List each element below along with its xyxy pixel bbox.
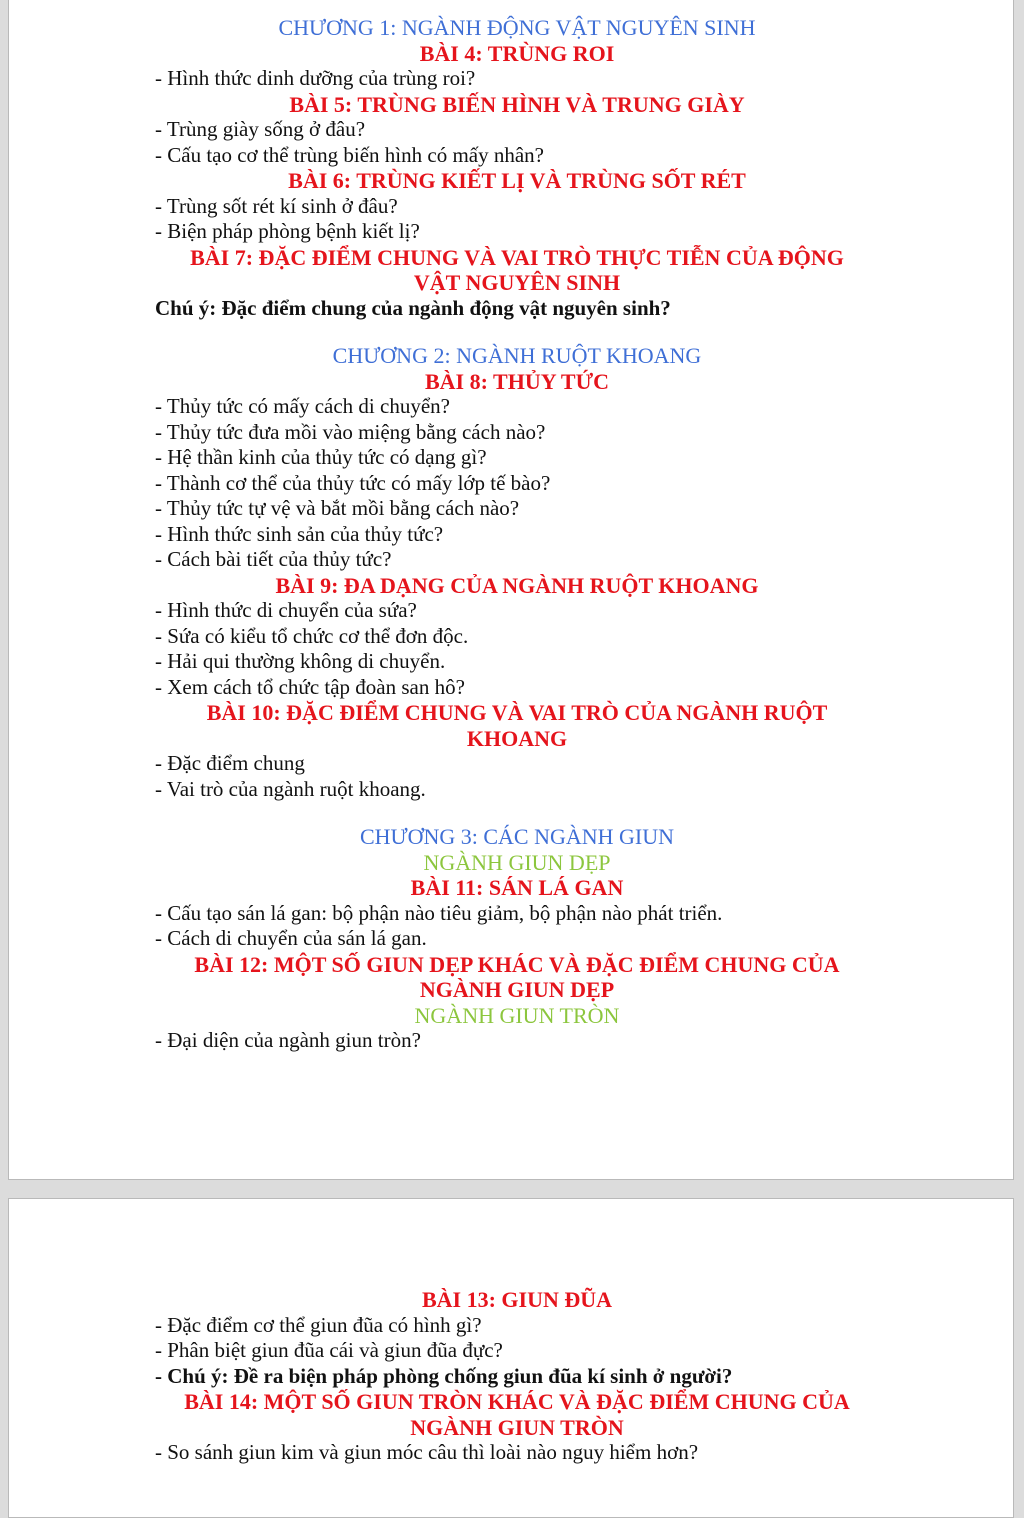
question-line: - Hình thức di chuyển của sứa? (155, 598, 417, 622)
lesson-10-heading: BÀI 10: ĐẶC ĐIỂM CHUNG VÀ VAI TRÒ CỦA NGÀNH RUỘT KHOANG (206, 700, 828, 751)
phylum-roundworm-heading: NGÀNH GIUN TRÒN (414, 1002, 620, 1028)
chapter-1-heading: CHƯƠNG 1: NGÀNH ĐỘNG VẬT NGUYÊN SINH (278, 15, 756, 40)
lesson-14-heading: BÀI 14: MỘT SỐ GIUN TRÒN KHÁC VÀ ĐẶC ĐIỂM CHUNG CỦA NGÀNH GIUN TRÒN (184, 1389, 850, 1440)
lesson-12-heading: BÀI 12: MỘT SỐ GIUN DẸP KHÁC VÀ ĐẶC ĐIỂM CHUNG CỦA NGÀNH GIUN DẸP (194, 951, 840, 1002)
question-line: - Đặc điểm chung (155, 751, 305, 775)
question-line: - Cấu tạo sán lá gan: bộ phận nào tiêu giảm, bộ phận nào phát triển. (155, 900, 723, 925)
chapter-3-heading: CHƯƠNG 3: CÁC NGÀNH GIUN (359, 824, 675, 849)
page-1-content (155, 15, 879, 1054)
question-line: - Hình thức dinh dưỡng của trùng roi? (155, 66, 476, 90)
chapter-2-heading: CHƯƠNG 2: NGÀNH RUỘT KHOANG (332, 343, 702, 368)
question-line: - Hệ thần kinh của thủy tức có dạng gì? (155, 445, 487, 469)
question-line: - Thủy tức tự vệ và bắt mồi bằng cách nào? (155, 496, 520, 520)
page-2-content (155, 1287, 879, 1466)
question-line: - Thủy tức có mấy cách di chuyển? (155, 394, 450, 418)
lesson-8-heading: BÀI 8: THỦY TỨC (425, 368, 609, 394)
question-line: - Đặc điểm cơ thể giun đũa có hình gì? (155, 1312, 482, 1337)
question-line: - Hình thức sinh sản của thủy tức? (155, 521, 444, 546)
question-line: - Sứa có kiểu tổ chức cơ thể đơn độc. (155, 623, 469, 648)
question-line: - Cách di chuyển của sán lá gan. (155, 926, 427, 950)
spacer (155, 321, 879, 343)
question-line: - Thủy tức đưa mồi vào miệng bằng cách nào? (155, 419, 546, 444)
question-line: - Đại diện của ngành giun tròn? (155, 1028, 421, 1052)
question-line: - Trùng sốt rét kí sinh ở đâu? (155, 193, 398, 218)
question-line: - Hải qui thường không di chuyển. (155, 649, 446, 673)
question-line: - Vai trò của ngành ruột khoang. (155, 776, 426, 801)
phylum-flatworm-heading: NGÀNH GIUN DẸP (423, 849, 611, 875)
lesson-11-heading: BÀI 11: SÁN LÁ GAN (410, 875, 624, 900)
lesson-9-heading: BÀI 9: ĐA DẠNG CỦA NGÀNH RUỘT KHOANG (275, 572, 759, 598)
question-line: - Xem cách tổ chức tập đoàn san hô? (155, 674, 465, 699)
question-line: - Cấu tạo cơ thể trùng biến hình có mấy nhân? (155, 142, 544, 167)
lesson-13-heading: BÀI 13: GIUN ĐŨA (421, 1287, 613, 1312)
lesson-7-heading: BÀI 7: ĐẶC ĐIỂM CHUNG VÀ VAI TRÒ THỰC TIỄN CỦA ĐỘNG VẬT NGUYÊN SINH (190, 244, 844, 295)
question-line: - Thành cơ thể của thủy tức có mấy lớp tế bào? (155, 470, 551, 495)
question-line: - Phân biệt giun đũa cái và giun đũa đực? (155, 1338, 503, 1362)
question-line: - Trùng giày sống ở đâu? (155, 117, 366, 141)
question-line: - Cách bài tiết của thủy tức? (155, 547, 392, 571)
lesson-4-heading: BÀI 4: TRÙNG ROI (419, 40, 615, 66)
note-line: Chú ý: Đặc điểm chung của ngành động vật nguyên sinh? (155, 295, 671, 320)
question-line: - Biện pháp phòng bệnh kiết lị? (155, 219, 420, 243)
note-line: - Chú ý: Đề ra biện pháp phòng chống giun đũa kí sinh ở người? (155, 1363, 733, 1388)
question-line: - So sánh giun kim và giun móc câu thì loài nào nguy hiểm hơn? (155, 1440, 699, 1464)
spacer (155, 802, 879, 824)
document-page-1 (8, 0, 1014, 1180)
document-page-2 (8, 1198, 1014, 1518)
lesson-6-heading: BÀI 6: TRÙNG KIẾT LỊ VÀ TRÙNG SỐT RÉT (288, 168, 746, 193)
lesson-5-heading: BÀI 5: TRÙNG BIẾN HÌNH VÀ TRUNG GIÀY (289, 91, 745, 117)
